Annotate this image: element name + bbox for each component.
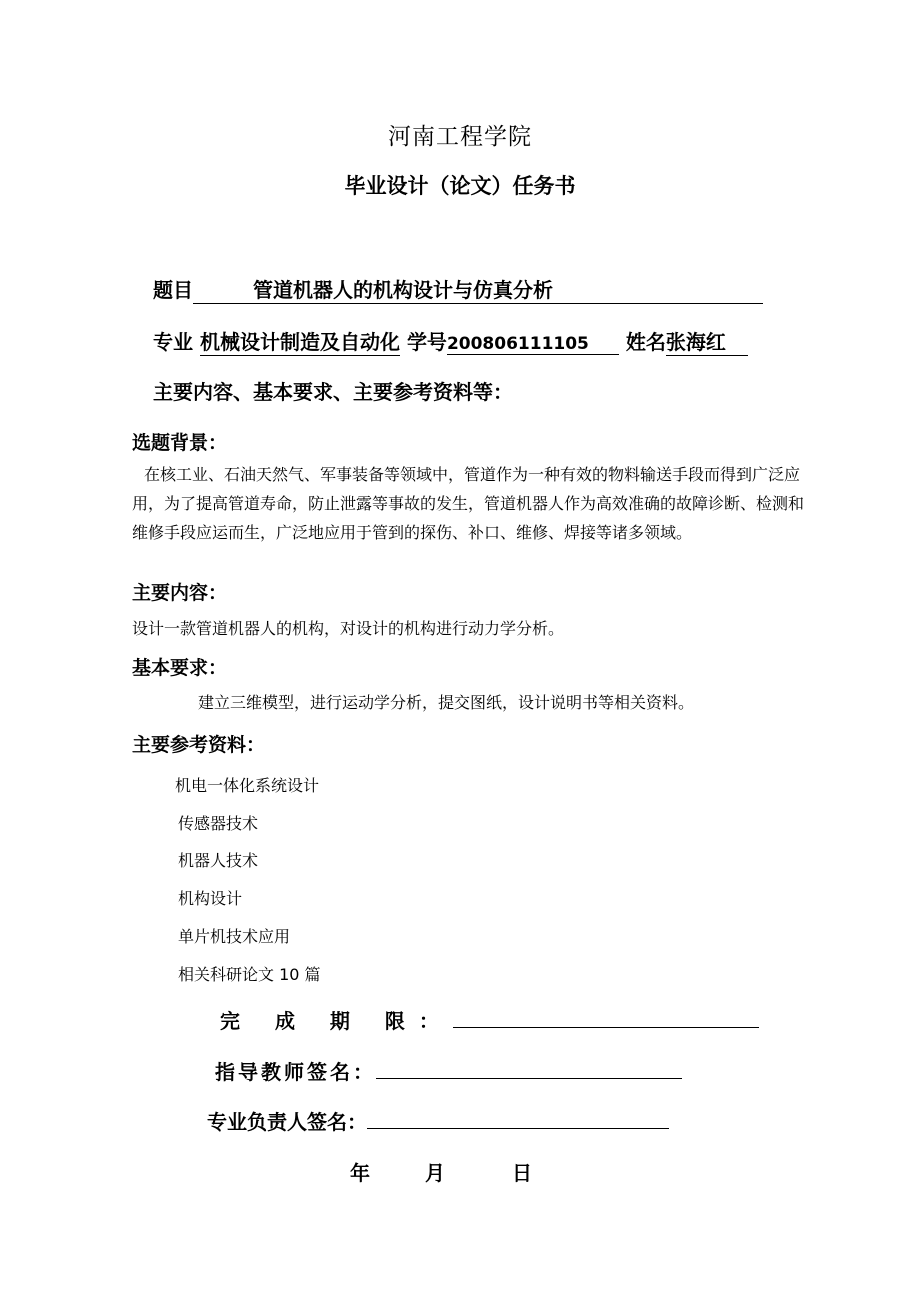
topic-underline	[193, 274, 763, 304]
background-paragraph: 在核工业、石油天然气、军事装备等领域中，管道作为一种有效的物料输送手段而得到广泛应用，为了提高管道寿命，防止泄露等事故的发生，管道机器人作为高效准确的故障诊断、检测和维修手段应运而生，广泛地应用于管到的探伤、补口、维修、焊接等诸多领域。	[132, 465, 805, 542]
reference-item: 传感器技术	[178, 814, 259, 833]
references-heading: 主要参考资料：	[132, 734, 266, 756]
requirements-paragraph: 建立三维模型，进行运动学分析，提交图纸，设计说明书等相关资料。	[198, 693, 695, 712]
major-underline	[200, 326, 400, 356]
head-row	[207, 1106, 669, 1135]
student-info-row	[153, 326, 748, 356]
school-name: 河南工程学院	[388, 124, 532, 150]
topic-label: 题目	[153, 278, 193, 302]
reference-item: 机器人技术	[178, 851, 259, 870]
requirements-heading: 基本要求：	[132, 657, 228, 679]
major-value: 机械设计制造及自动化	[199, 330, 400, 354]
content-paragraph: 设计一款管道机器人的机构，对设计的机构进行动力学分析。	[132, 619, 565, 638]
head-signature-label: 专业负责人签名：	[207, 1110, 367, 1134]
student-id-underline	[447, 330, 619, 355]
student-name-value: 张海红	[665, 330, 726, 354]
date-year: 年	[350, 1161, 370, 1185]
deadline-label: 完 成 期 限：	[220, 1009, 453, 1033]
reference-item: 机电一体化系统设计	[175, 776, 320, 795]
deadline-row	[220, 1005, 759, 1034]
major-label: 专业	[153, 330, 193, 354]
date-day: 日	[512, 1161, 532, 1185]
advisor-row	[215, 1056, 682, 1085]
date-month: 月	[425, 1161, 445, 1185]
reference-item: 相关科研论文 10 篇	[178, 965, 321, 984]
deadline-signature-line	[453, 1009, 759, 1028]
student-id-value: 200806111105	[446, 334, 589, 354]
head-signature-line	[367, 1110, 669, 1129]
advisor-signature-line	[376, 1060, 682, 1079]
document-title: 毕业设计（论文）任务书	[344, 174, 576, 198]
student-id-label: 学号	[406, 330, 447, 354]
reference-item: 单片机技术应用	[178, 927, 291, 946]
student-name-underline	[666, 326, 748, 356]
topic-value: 管道机器人的机构设计与仿真分析	[253, 278, 553, 302]
advisor-signature-label: 指导教师签名：	[215, 1060, 376, 1084]
topic-row	[153, 274, 763, 304]
reference-item: 机构设计	[178, 889, 243, 908]
summary-heading: 主要内容、基本要求、主要参考资料等：	[153, 380, 513, 404]
content-heading: 主要内容：	[132, 582, 228, 604]
background-heading: 选题背景：	[132, 432, 228, 454]
student-name-label: 姓名	[625, 330, 666, 354]
